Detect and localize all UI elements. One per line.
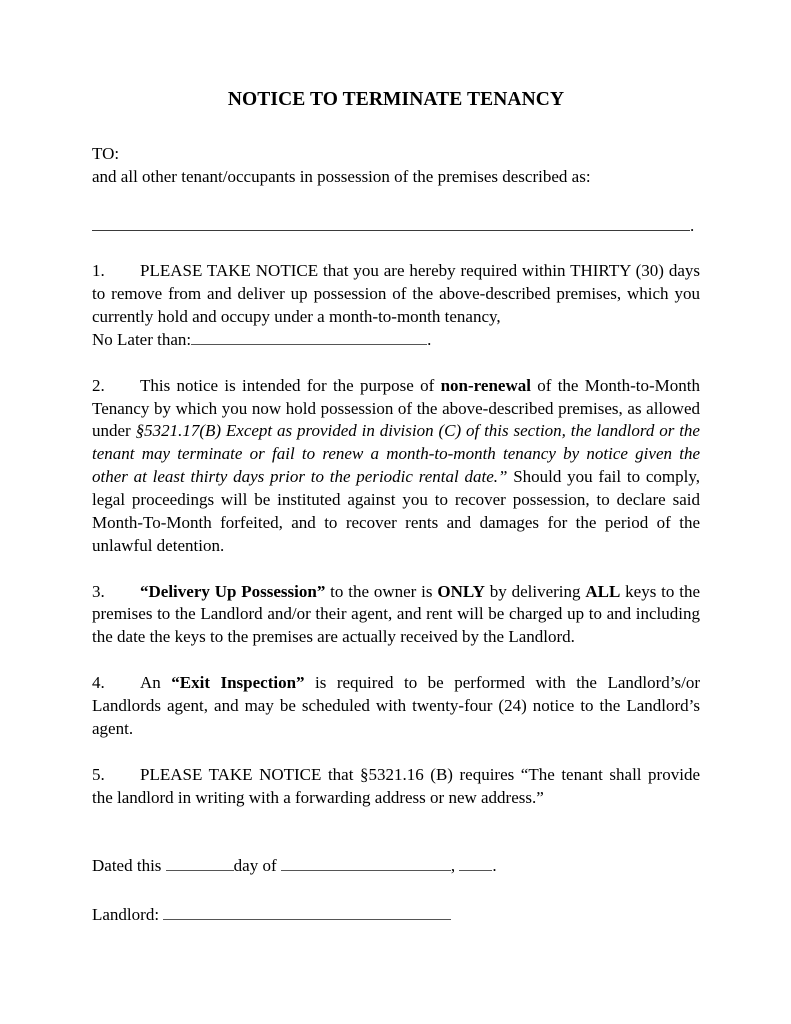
title-spacer: [92, 112, 700, 143]
paragraph-1-number: 1.: [92, 261, 105, 281]
dated-line: [92, 855, 700, 878]
paragraph-4-run-3: is required to be performed with the Landlord’s/or Landlords agent, and may be scheduled with twenty-four (24) notice to the Landlord’s agent.: [92, 673, 700, 738]
paragraph-2-run-5: Should you fail to comply, legal proceedings will be instituted against you to recover possession, to declare said Month-To-Month forfeited, and to recover rents and damages for the period of the unlawful detention.: [92, 467, 700, 555]
document-body: [92, 88, 700, 927]
paragraph-3: [92, 581, 700, 650]
no-later-than-row: [92, 329, 700, 352]
dated-middle-label: day of: [233, 856, 281, 876]
paragraph-3-number: 3.: [92, 581, 105, 601]
premises-blank-row: [92, 217, 700, 237]
dated-year-field[interactable]: [459, 857, 492, 871]
page-title: NOTICE TO TERMINATE TENANCY: [227, 89, 565, 110]
paragraph-2-run-1: This notice is intended for the purpose of: [140, 375, 441, 395]
paragraph-3-run-2: to the owner is: [325, 581, 438, 601]
recipient-block: [92, 143, 700, 188]
paragraph-2: [92, 375, 700, 558]
paragraph-3-run-5-bold: ALL: [585, 581, 621, 601]
paragraph-2-run-4-statute-italic: §5321.17(B) Except as provided in division (C) of this section, the landlord or the tenant may terminate or fail to renew a month-to-month tenancy by notice given the other at least thirty days prior to the periodic rental date.”: [92, 421, 700, 487]
paragraph-2-run-3: of the Month-to-Month Tenancy by which you now hold possession of the above-described premises, as allowed under: [92, 375, 700, 441]
dated-month-field[interactable]: [281, 857, 451, 871]
landlord-signature-line: [92, 904, 700, 927]
paragraph-3-run-4: by delivering: [484, 581, 586, 601]
paragraph-4: [92, 672, 700, 741]
paragraph-3-run-6: keys to the premises to the Landlord and/or their agent, and rent will be charged up to and including the date the keys to the premises are actually received by the Landlord.: [92, 581, 700, 647]
signature-block: [92, 855, 700, 927]
paragraph-5-number: 5.: [92, 764, 105, 784]
no-later-than-label: No Later than:: [92, 329, 192, 349]
dated-comma: ,: [450, 856, 460, 876]
to-label: TO:: [92, 144, 120, 164]
paragraph-5: [92, 764, 700, 810]
premises-blank-field[interactable]: [92, 217, 690, 231]
no-later-than-period: .: [427, 329, 432, 349]
dated-day-field[interactable]: [166, 857, 234, 871]
paragraph-4-run-2-bold: “Exit Inspection”: [171, 673, 305, 693]
paragraph-4-run-1: An: [140, 673, 172, 693]
landlord-signature-field[interactable]: [163, 906, 451, 920]
paragraph-1: [92, 260, 700, 329]
dated-period: .: [492, 856, 497, 876]
landlord-label: Landlord:: [92, 905, 164, 925]
paragraph-2-number: 2.: [92, 375, 105, 395]
to-description-line: and all other tenant/occupants in possession of the premises described as:: [92, 166, 591, 186]
dated-prefix-label: Dated this: [92, 856, 166, 876]
paragraph-3-run-3-bold: ONLY: [437, 581, 485, 601]
paragraph-2-run-2-bold: non-renewal: [440, 375, 531, 395]
premises-blank-period: .: [690, 216, 695, 236]
paragraph-3-run-1-bold: “Delivery Up Possession”: [140, 581, 326, 601]
no-later-than-field[interactable]: [191, 331, 427, 345]
paragraph-4-number: 4.: [92, 673, 105, 693]
paragraph-5-text: PLEASE TAKE NOTICE that §5321.16 (B) requires “The tenant shall provide the landlord in writing with a forwarding address or new address.”: [92, 764, 700, 807]
paragraph-1-text: PLEASE TAKE NOTICE that you are hereby required within THIRTY (30) days to remove from and deliver up possession of the above-described premises, which you currently hold and occupy under a month-to-month tenancy,: [92, 261, 700, 326]
